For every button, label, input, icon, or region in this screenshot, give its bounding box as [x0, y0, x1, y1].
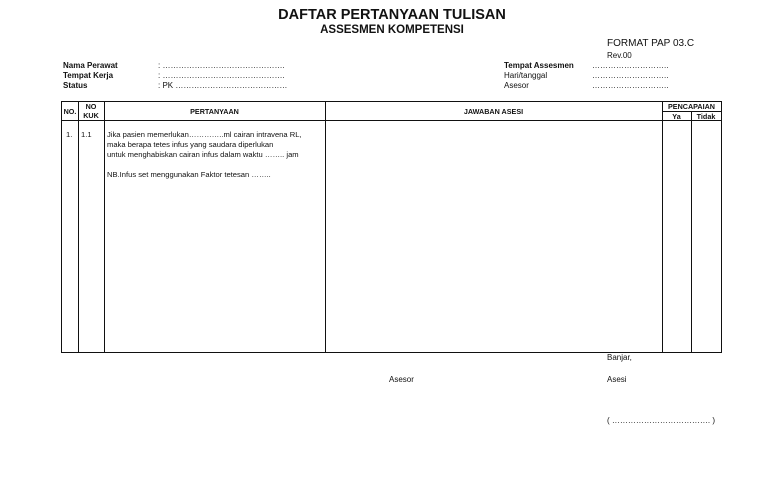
header-no-kuk-1: NO [85, 102, 97, 111]
col-divider [325, 102, 326, 352]
col-divider [78, 102, 79, 352]
signature-line: ( ………………………………. ) [607, 416, 715, 425]
question-line: Jika pasien memerlukan…………..ml cairan intravena RL, [107, 130, 302, 139]
questions-table [61, 101, 722, 353]
assessee-signature-label: Asesi [607, 375, 627, 384]
header-tidak: Tidak [696, 111, 716, 121]
col-divider [104, 102, 105, 352]
row-number: 1. [66, 130, 73, 139]
status-value: : PK …………………………………… [158, 81, 288, 90]
header-yes: Ya [672, 111, 681, 121]
header-bottom-line [62, 120, 721, 121]
workplace-value: : ………………………………………. [158, 71, 285, 80]
assessor-label: Asesor [504, 81, 529, 90]
header-question: PERTANYAAN [190, 107, 239, 116]
question-line: untuk menghabiskan cairan infus dalam waktu …….. jam [107, 150, 299, 159]
place-date: Banjar, [607, 353, 632, 362]
date-value: ……………………….. [592, 71, 669, 80]
question-note: NB.Infus set menggunakan Faktor tetesan …….. [107, 170, 271, 179]
date-label: Hari/tanggal [504, 71, 548, 80]
header-answer: JAWABAN ASESI [463, 107, 524, 116]
assessor-value: ……………………….. [592, 81, 669, 90]
col-divider [662, 102, 663, 352]
nurse-name-value: : ………………………………………. [158, 61, 285, 70]
revision: Rev.00 [607, 51, 632, 60]
col-divider [691, 111, 692, 352]
workplace-label: Tempat Kerja [63, 71, 114, 80]
format-code: FORMAT PAP 03.C [607, 38, 695, 49]
assessment-place-label: Tempat Assesmen [504, 61, 574, 70]
header-achievement: PENCAPAIAN [668, 102, 715, 111]
document-title: DAFTAR PERTANYAAN TULISAN [278, 7, 506, 23]
assessor-signature-label: Asesor [389, 375, 414, 384]
nurse-name-label: Nama Perawat [63, 61, 118, 70]
question-line: maka berapa tetes infus yang saudara diperlukan [107, 140, 274, 149]
header-no: NO. [63, 107, 77, 116]
assessment-place-value: ……………………….. [592, 61, 669, 70]
document-subtitle: ASSESMEN KOMPETENSI [320, 24, 464, 36]
row-kuk: 1.1 [81, 130, 92, 139]
status-label: Status [63, 81, 88, 90]
header-no-kuk-2: KUK [83, 111, 99, 120]
